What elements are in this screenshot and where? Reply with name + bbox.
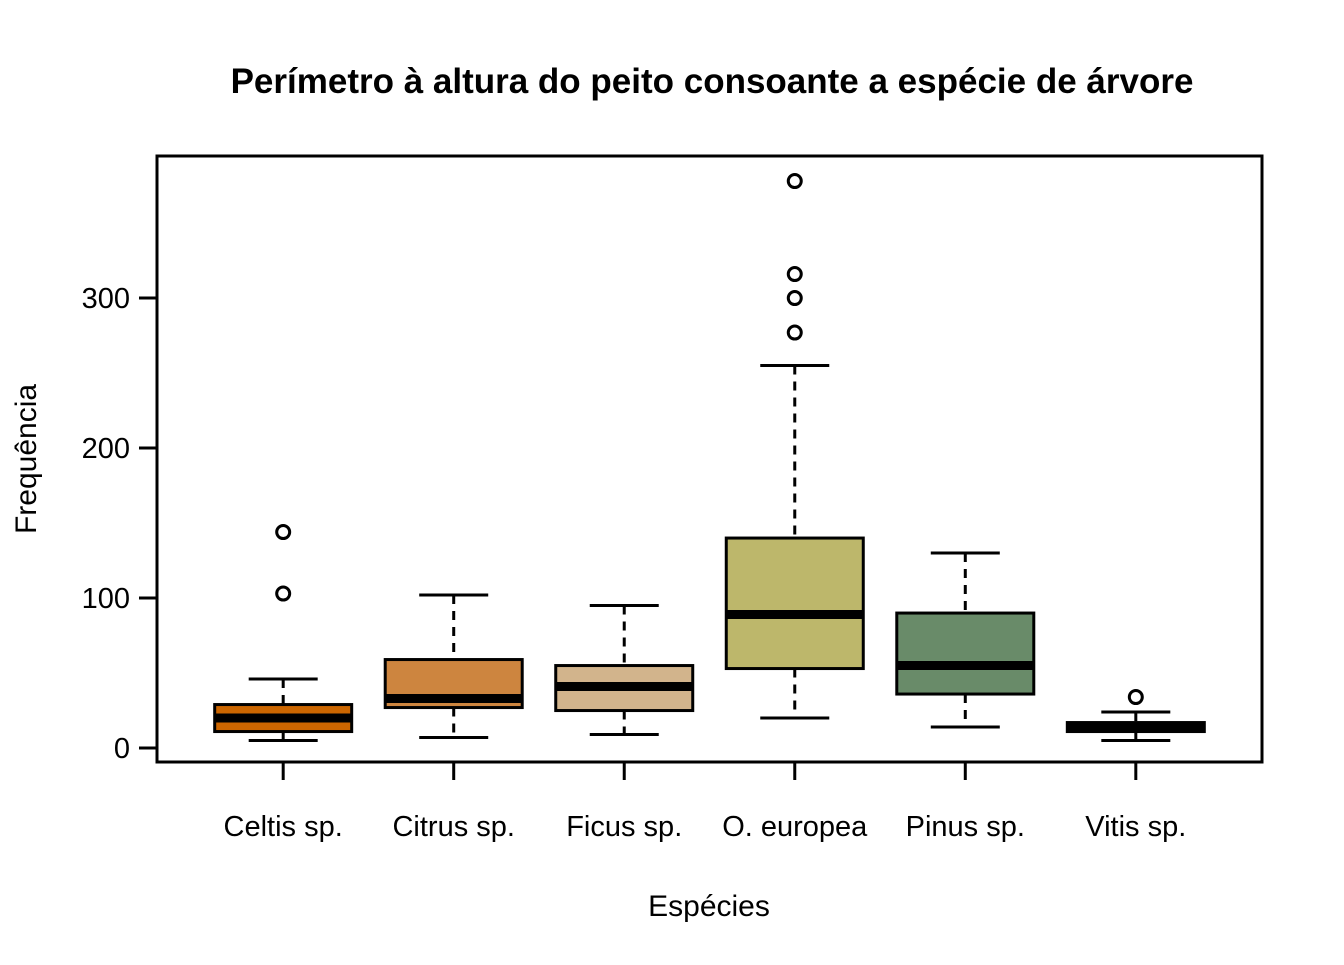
- x-tick-label: Ficus sp.: [566, 811, 683, 843]
- plot-frame: [157, 156, 1262, 762]
- outlier-point: [788, 292, 801, 305]
- chart-title: Perímetro à altura do peito consoante a espécie de árvore: [230, 62, 1194, 101]
- outlier-point: [788, 268, 801, 281]
- y-tick-label: 300: [81, 283, 130, 316]
- x-tick-label: Celtis sp.: [223, 811, 343, 843]
- y-tick-label: 200: [81, 433, 130, 466]
- outlier-point: [277, 587, 290, 600]
- x-axis-title: Espécies: [648, 890, 770, 923]
- outlier-point: [277, 526, 290, 539]
- outlier-point: [1129, 691, 1142, 704]
- y-tick-label: 0: [113, 733, 130, 766]
- x-tick-label: Vitis sp.: [1085, 811, 1187, 843]
- outlier-point: [788, 175, 801, 188]
- y-tick-label: 100: [81, 583, 130, 616]
- y-axis-title: Frequência: [10, 383, 43, 535]
- outlier-point: [788, 326, 801, 339]
- box: [726, 538, 863, 669]
- box: [897, 613, 1034, 694]
- x-tick-label: Citrus sp.: [392, 811, 515, 843]
- x-tick-label: O. europea: [722, 811, 868, 843]
- plot-area: [82, 156, 1262, 843]
- x-tick-label: Pinus sp.: [905, 811, 1025, 843]
